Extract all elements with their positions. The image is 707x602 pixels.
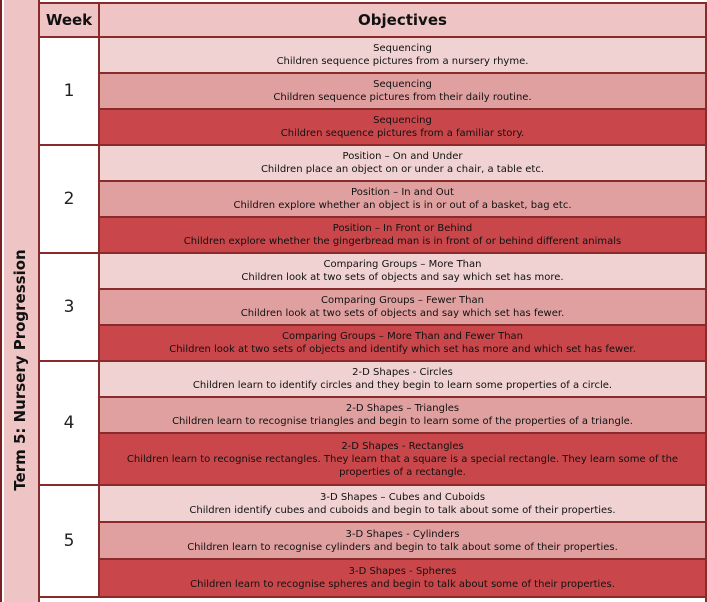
week-number-cell: 1	[40, 38, 100, 146]
objective-title: 2-D Shapes – Triangles	[345, 403, 460, 414]
week-number-cell: 5	[40, 486, 100, 598]
objective-description: Children learn to recognise triangles and begin to learn some of the properties of a triangle.	[172, 416, 633, 427]
objective-row	[100, 326, 705, 362]
objective-description: Children look at two sets of objects and say which set has fewer.	[240, 308, 565, 319]
objective-description: Children learn to recognise rectangles. They learn that a square is a special rectangle. They learn some of the properties of a rectangle.	[126, 453, 679, 478]
objective-row	[100, 362, 705, 398]
week-header: Week	[40, 4, 100, 36]
objective-title: Sequencing	[373, 79, 432, 90]
objective-description: Children explore whether the gingerbread man is in front of or behind different animals	[183, 236, 622, 247]
objective-title: 3-D Shapes - Spheres	[348, 566, 457, 577]
objective-row	[100, 398, 705, 434]
objective-title: Comparing Groups – Fewer Than	[321, 295, 484, 306]
outer-border	[0, 0, 2, 602]
objective-title: Position – In Front or Behind	[332, 223, 473, 234]
objective-title: 3-D Shapes – Cubes and Cuboids	[319, 491, 486, 503]
objective-title: 2-D Shapes - Circles	[352, 367, 453, 378]
objective-row	[100, 560, 705, 598]
objective-row	[100, 254, 705, 290]
week-number-cell: 4	[40, 362, 100, 486]
objective-description: Children place an object on or under a chair, a table etc.	[260, 164, 545, 175]
objective-row	[100, 523, 705, 560]
objective-description: Children explore whether an object is in or out of a basket, bag etc.	[233, 200, 572, 211]
objective-row	[100, 486, 705, 523]
objective-title: Comparing Groups – More Than and Fewer Than	[281, 331, 524, 342]
objective-row	[100, 74, 705, 110]
objective-description: Children sequence pictures from a familiar story.	[280, 128, 525, 139]
objective-row	[100, 218, 705, 254]
objective-row	[100, 290, 705, 326]
objective-description: Children sequence pictures from a nursery rhyme.	[276, 56, 529, 67]
week-number-cell: 3	[40, 254, 100, 362]
objective-row	[100, 38, 705, 74]
objective-row	[100, 434, 705, 486]
objective-row	[100, 146, 705, 182]
objective-description: Children look at two sets of objects and say which set has more.	[241, 272, 564, 283]
objective-title: 2-D Shapes - Rectangles	[341, 440, 464, 452]
objective-title: 3-D Shapes - Cylinders	[345, 528, 460, 540]
objective-title: Sequencing	[373, 115, 432, 126]
objective-row	[100, 110, 705, 146]
objective-description: Children learn to recognise cylinders and begin to talk about some of their properties.	[187, 541, 618, 553]
objective-title: Position – On and Under	[342, 151, 463, 162]
objective-title: Comparing Groups – More Than	[323, 259, 482, 270]
objective-title: Position – In and Out	[351, 187, 454, 198]
objective-description: Children sequence pictures from their daily routine.	[273, 92, 532, 103]
objective-title: Sequencing	[373, 43, 432, 54]
objective-description: Children identify cubes and cuboids and begin to talk about some of their properties.	[189, 504, 616, 516]
objective-description: Children learn to identify circles and they begin to learn some properties of a circle.	[192, 380, 613, 391]
objective-description: Children learn to recognise spheres and begin to talk about some of their properties.	[190, 579, 615, 590]
week-number-cell: 2	[40, 146, 100, 254]
objectives-header: Objectives	[100, 4, 705, 36]
objective-description: Children look at two sets of objects and identify which set has more and which set has fewer.	[169, 344, 636, 355]
objective-row	[100, 182, 705, 218]
term-label: Term 5: Nursery Progression	[11, 249, 29, 491]
